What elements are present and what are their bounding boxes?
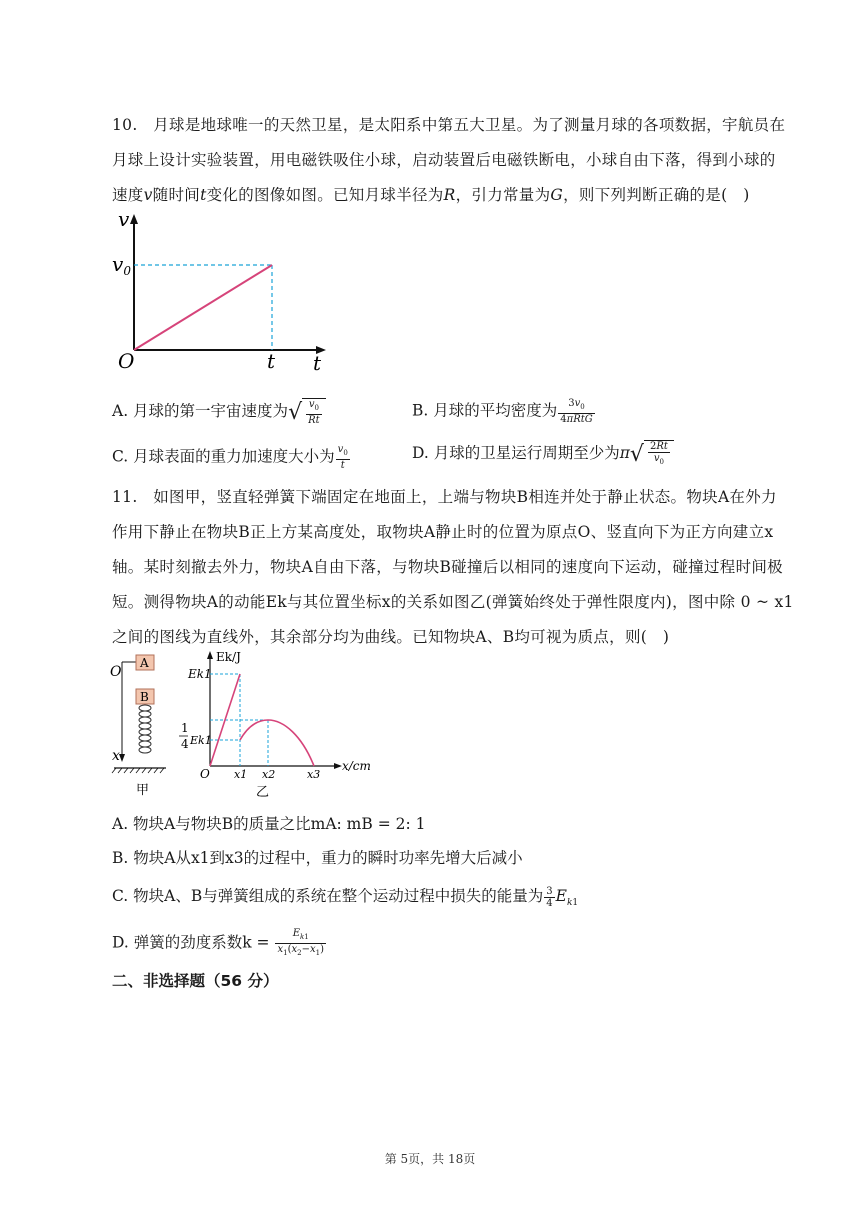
q11-option-a[interactable]: A. 物块A与物块B的质量之比mA: mB = 2: 1 <box>112 815 426 833</box>
page-footer: 第 5页，共 18页 <box>384 1152 476 1166</box>
q10-option-c-formula: $\frac{v_0}{t}$ <box>337 444 348 471</box>
q10-text-3c: 变化的图像如图。已知月球半径为 <box>206 186 444 204</box>
block-a-label: A <box>140 656 149 670</box>
q11-option-c[interactable]: C. 物块A、B与弹簧组成的系统在整个运动过程中损失的能量为 $\frac{3}{4}$ $E_{k1}$ <box>112 885 579 909</box>
q10-option-b[interactable] <box>412 398 596 425</box>
yi-x2-label: x2 <box>262 768 276 781</box>
yi-ek1-label: Ek1 <box>188 667 212 681</box>
q11-line2: 作用下静止在物块B正上方某高度处，取物块A静止时的位置为原点O、竖直向下为正方向建立x <box>112 523 774 541</box>
spring <box>139 705 151 753</box>
q10-option-d-label: D. 月球的卫星运行周期至少为 <box>412 444 620 462</box>
q10-graph-y-label: v <box>118 210 130 231</box>
yi-origin: O <box>200 767 210 781</box>
yi-y-label: Ek/J <box>216 650 241 664</box>
q10-text-1: 月球是地球唯一的天然卫星，是太阳系中第五大卫星。为了测量月球的各项数据，宇航员在 <box>153 116 786 134</box>
q10-text-3b: 随时间 <box>152 186 201 204</box>
q10-line3 <box>112 183 750 205</box>
q10-graph-t-tick: t <box>267 349 276 373</box>
yi-caption: 乙 <box>256 785 270 800</box>
q10-option-d[interactable]: D. 月球的卫星运行周期至少为π√ $\frac{2Rt}{v_0}$ <box>412 440 674 468</box>
yi-x-label: x/cm <box>342 759 371 773</box>
q11-option-d-label: D. 弹簧的劲度系数k = <box>112 933 270 952</box>
q10-option-c-label: C. 月球表面的重力加速度大小为 <box>112 447 335 466</box>
q10-var-G: G <box>550 186 564 204</box>
block-b-label: B <box>140 690 149 704</box>
q11-line4: 短。测得物块A的动能Ek与其位置坐标x的关系如图乙(弹簧始终处于弹性限度内)，图中除 0 ~ x1 <box>112 593 794 611</box>
q11-option-d[interactable] <box>112 928 327 959</box>
q10-graph-origin: O <box>118 349 135 373</box>
jia-axis-x: x <box>112 748 120 764</box>
q11-text-1: 如图甲，竖直轻弹簧下端固定在地面上，上端与物块B相连并处于静止状态。物块A在外力 <box>153 488 777 506</box>
q10-graph-x-label: t <box>313 351 322 375</box>
q11-figure-yi <box>176 648 386 800</box>
q10-vt-graph <box>108 210 348 380</box>
q10-line1 <box>112 113 785 135</box>
q11-option-b[interactable]: B. 物块A从x1到x3的过程中，重力的瞬时功率先增大后减小 <box>112 849 523 867</box>
jia-caption: 甲 <box>136 783 150 798</box>
q10-option-c[interactable] <box>112 444 351 471</box>
q10-option-b-formula: $\frac{3v_0}{\text{4πRtG}}$ <box>560 398 593 425</box>
q10-option-d-formula: √ $\frac{2Rt}{v_0}$ <box>630 440 674 468</box>
yi-x3-label: x3 <box>307 768 321 781</box>
q10-option-a-label: A. 月球的第一宇宙速度为 <box>112 402 289 420</box>
q11-line5: 之间的图线为直线外，其余部分均为曲线。已知物块A、B均可视为质点，则( ) <box>112 628 670 646</box>
q10-text-3a: 速度 <box>112 186 144 204</box>
q10-option-a-formula: √ $\frac{v_0}{Rt}$ <box>288 398 326 426</box>
q10-line2: 月球上设计实验装置，用电磁铁吸住小球，启动装置后电磁铁断电，小球自由下落，得到小球的 <box>112 151 776 169</box>
jia-origin: O <box>110 664 122 680</box>
q10-text-3e: ，则下列判断正确的是( ) <box>563 186 750 204</box>
q10-number: 10. <box>112 116 138 134</box>
q11-number: 11. <box>112 488 138 506</box>
yi-quarter-num: 1 <box>181 721 189 735</box>
yi-quarter-den: 4 <box>181 737 189 751</box>
q11-line1 <box>112 485 777 507</box>
q10-velocity-line <box>134 265 272 350</box>
q10-graph-v0: $v_0$ <box>112 252 131 278</box>
q11-option-c-label: C. 物块A、B与弹簧组成的系统在整个运动过程中损失的能量为 <box>112 887 544 905</box>
q11-line3: 轴。某时刻撤去外力，物块A自由下落，与物块B碰撞后以相同的速度向下运动，碰撞过程时间极 <box>112 558 783 576</box>
yi-x1-label: x1 <box>234 768 248 781</box>
yi-curve <box>240 720 314 766</box>
q10-var-t: t <box>200 186 207 204</box>
q10-text-3d: ，引力常量为 <box>455 186 551 204</box>
q10-option-b-label: B. 月球的平均密度为 <box>412 401 558 420</box>
q10-option-a[interactable] <box>112 398 326 426</box>
q10-var-R: R <box>443 186 456 204</box>
q10-var-v: v <box>143 186 153 204</box>
q11-option-d-formula: $\frac{E_{k1}}{x_1(x_2-x_1)}$ <box>277 928 325 957</box>
q11-option-c-formula: $\frac{3}{4}$ <box>546 885 553 909</box>
yi-quarter-ek: Ek1 <box>190 734 212 747</box>
section-2-heading: 二、非选择题（56 分） <box>112 972 279 990</box>
